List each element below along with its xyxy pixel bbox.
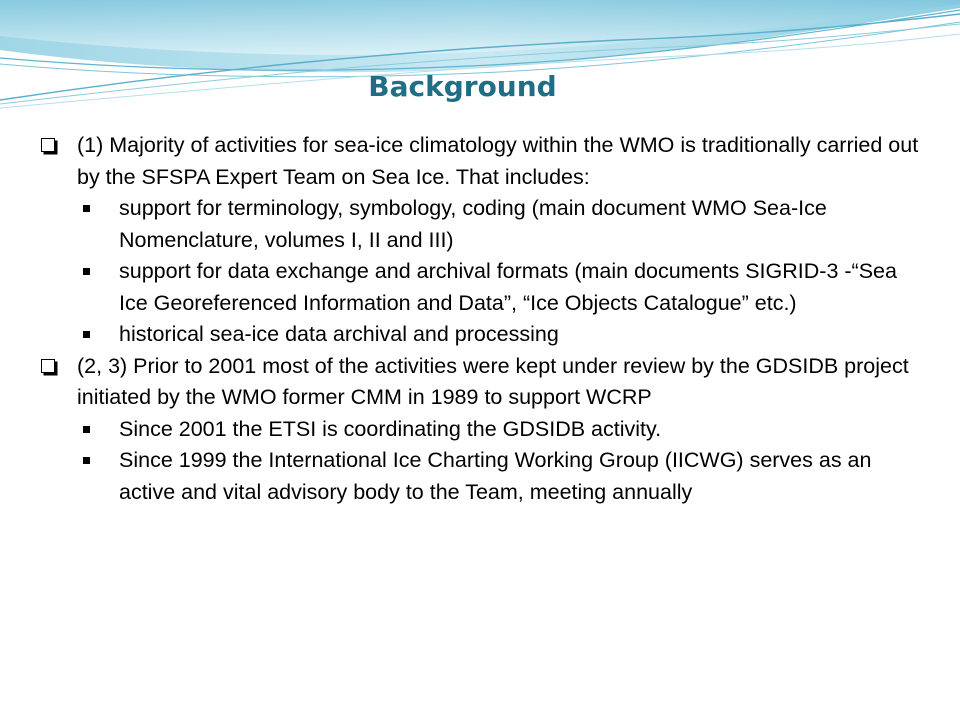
slide-content xyxy=(40,130,920,508)
bullet-text-2: (2, 3) Prior to 2001 most of the activities were kept under review by the GDSIDB project initiated by the WMO former CMM in 1989 to support WCRP xyxy=(77,353,909,409)
sub-item-text: historical sea-ice data archival and processing xyxy=(119,322,559,346)
square-bullet-icon xyxy=(83,426,90,433)
square-bullet-icon xyxy=(83,331,90,338)
checkbox-bullet-icon xyxy=(41,359,55,373)
square-bullet-icon xyxy=(83,457,90,464)
sub-item xyxy=(40,445,920,508)
sub-list-1 xyxy=(40,193,920,351)
sub-item xyxy=(40,414,920,446)
sub-item xyxy=(40,256,920,319)
checkbox-bullet-icon xyxy=(41,138,55,152)
sub-item xyxy=(40,193,920,256)
sub-list-2 xyxy=(40,414,920,509)
sub-item-text: support for terminology, symbology, coding (main document WMO Sea-Ice Nomenclature, volumes I, II and III) xyxy=(119,196,827,252)
bullet-text-1: (1) Majority of activities for sea-ice climatology within the WMO is traditionally carried out by the SFSPA Expert Team on Sea Ice. That includes: xyxy=(77,133,919,189)
square-bullet-icon xyxy=(83,205,90,212)
sub-item-text: support for data exchange and archival formats (main documents SIGRID-3 -“Sea Ice Georeferenced Information and Data”, “Ice Objects Catalogue” etc.) xyxy=(119,259,897,315)
bullet-item-2 xyxy=(40,351,920,414)
slide-title: Background xyxy=(368,70,557,103)
bullet-item-1 xyxy=(40,130,920,193)
sub-item-text: Since 1999 the International Ice Charting Working Group (IICWG) serves as an active and vital advisory body to the Team, meeting annually xyxy=(119,448,872,504)
sub-item-text: Since 2001 the ETSI is coordinating the GDSIDB activity. xyxy=(119,416,662,441)
sub-item xyxy=(40,319,920,351)
square-bullet-icon xyxy=(83,268,90,275)
